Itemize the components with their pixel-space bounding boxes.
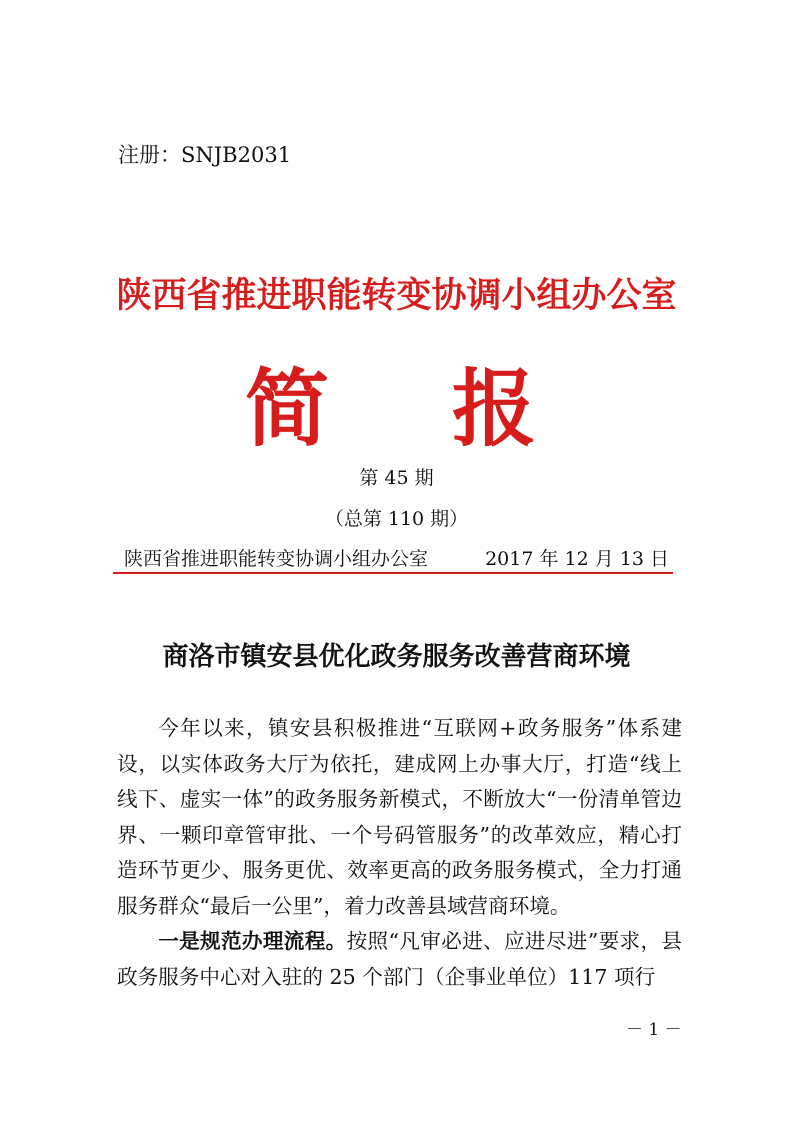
issue-number: 第 45 期 <box>359 467 434 489</box>
briefing-title-char-1: 简 <box>245 360 330 458</box>
red-divider <box>113 572 673 574</box>
issuer-name: 陕西省推进职能转变协调小组办公室 <box>124 548 429 570</box>
article-body <box>117 711 682 995</box>
paragraph-2-text: 按照“凡审必进、应进尽进”要求，县政务服务中心对入驻的 25 个部门（企事业单位）117 项行 <box>117 929 682 989</box>
issue-date: 2017 年 12 月 13 日 <box>485 548 669 570</box>
registration-number: 注册：SNJB2031 <box>118 143 292 167</box>
briefing-title <box>0 360 793 458</box>
briefing-title-char-2: 报 <box>452 360 537 458</box>
paragraph-1: 今年以来，镇安县积极推进“互联网+政务服务”体系建设，以实体政务大厅为依托，建成网上办事大厅，打造“线上线下、虚实一体”的政务服务新模式，不断放大“一份清单管边界、一颗印章管审批、一个号码管服务”的改革效应，精心打造环节更少、服务更优、效率更高的政务服务模式，全力打通服务群众“最后一公里”，着力改善县域营商环境。 <box>117 716 682 918</box>
paragraph-2 <box>117 924 682 995</box>
total-issue-number: （总第 110 期） <box>324 508 469 530</box>
organization-header: 陕西省推进职能转变协调小组办公室 <box>116 276 677 316</box>
paragraph-2-lead: 一是规范办理流程。 <box>158 929 347 953</box>
article-title: 商洛市镇安县优化政务服务改善营商环境 <box>162 642 631 672</box>
page-number: － 1 － <box>626 1020 682 1040</box>
issuer-line <box>124 543 669 569</box>
